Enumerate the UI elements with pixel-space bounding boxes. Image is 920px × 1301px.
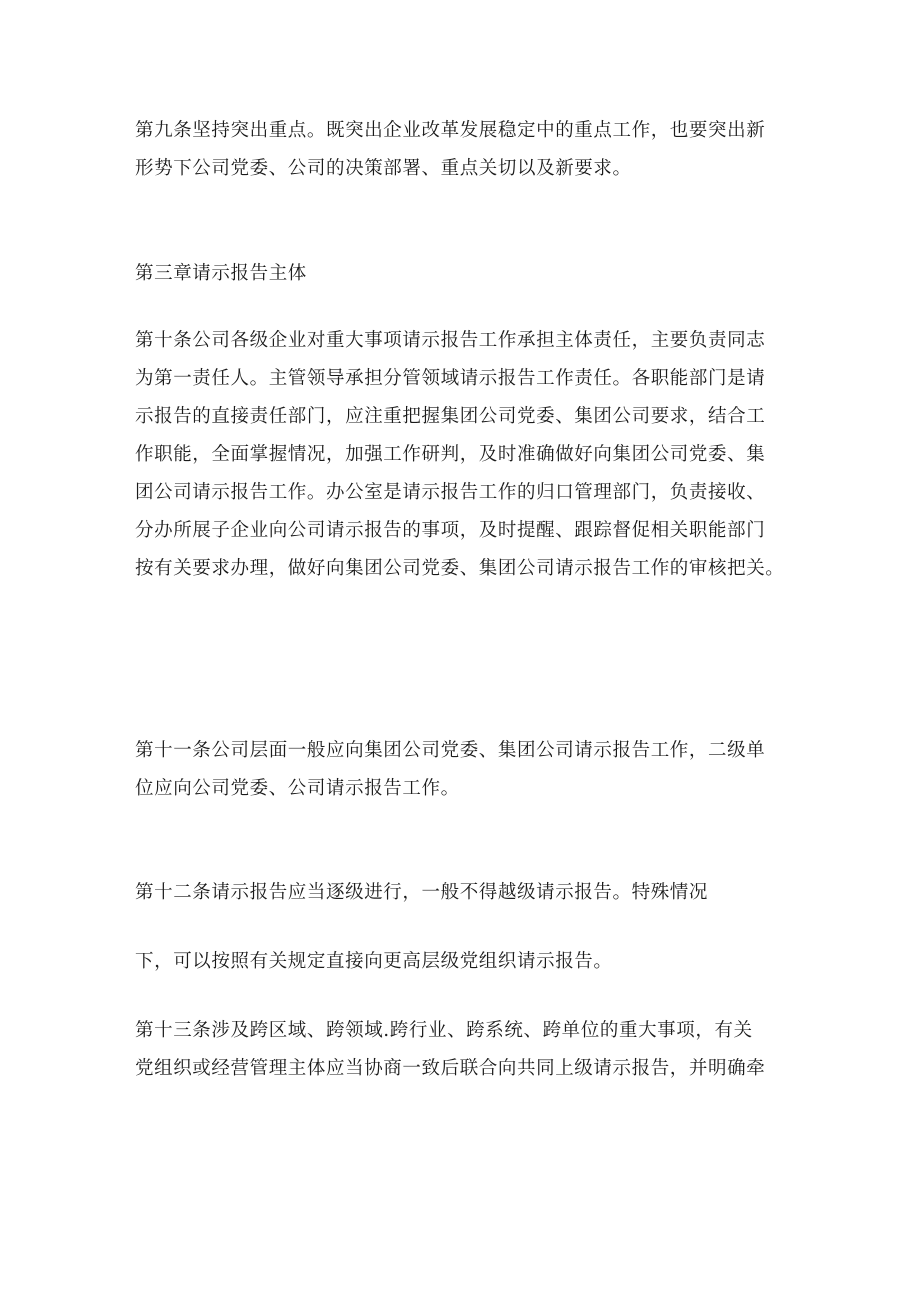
text-line: 第十二条请示报告应当逐级进行，一般不得越级请示报告。特殊情况 xyxy=(135,882,709,903)
paragraph-article-10 xyxy=(135,322,790,588)
paragraph-article-12-part-1 xyxy=(135,874,790,912)
text-line: 形势下公司党委、公司的决策部署、重点关切以及新要求。 xyxy=(135,158,632,179)
paragraph-article-9 xyxy=(135,112,790,188)
text-line: 为第一责任人。主管领导承担分管领域请示报告工作责任。各职能部门是请 xyxy=(135,368,766,389)
paragraph-article-12-part-2 xyxy=(135,943,790,981)
text-line: 第九条坚持突出重点。既突出企业改革发展稳定中的重点工作，也要突出新 xyxy=(135,120,766,141)
text-line: 分办所展子企业向公司请示报告的事项，及时提醒、跟踪督促相关职能部门 xyxy=(135,520,766,541)
text-line: 作职能，全面掌握情况，加强工作研判，及时准确做好向集团公司党委、集 xyxy=(135,444,766,465)
text-line: 第十三条涉及跨区域、跨领域.跨行业、跨系统、跨单位的重大事项，有关 xyxy=(135,1020,753,1041)
text-line: 下，可以按照有关规定直接向更高层级党组织请示报告。 xyxy=(135,951,613,972)
text-line: 按有关要求办理，做好向集团公司党委、集团公司请示报告工作的审核把关。 xyxy=(135,558,785,579)
text-line: 党组织或经营管理主体应当协商一致后联合向共同上级请示报告，并明确牵 xyxy=(135,1058,766,1079)
text-line: 团公司请示报告工作。办公室是请示报告工作的归口管理部门，负责接收、 xyxy=(135,482,766,503)
text-line: 第三章请示报告主体 xyxy=(135,263,307,284)
text-line: 第十一条公司层面一般应向集团公司党委、集团公司请示报告工作，二级单 xyxy=(135,740,766,761)
chapter-heading xyxy=(135,255,790,293)
paragraph-article-13 xyxy=(135,1012,790,1088)
text-line: 示报告的直接责任部门，应注重把握集团公司党委、集团公司要求，结合工 xyxy=(135,406,766,427)
text-line: 第十条公司各级企业对重大事项请示报告工作承担主体责任，主要负责同志 xyxy=(135,330,766,351)
paragraph-article-11 xyxy=(135,732,790,808)
text-line: 位应向公司党委、公司请示报告工作。 xyxy=(135,778,460,799)
